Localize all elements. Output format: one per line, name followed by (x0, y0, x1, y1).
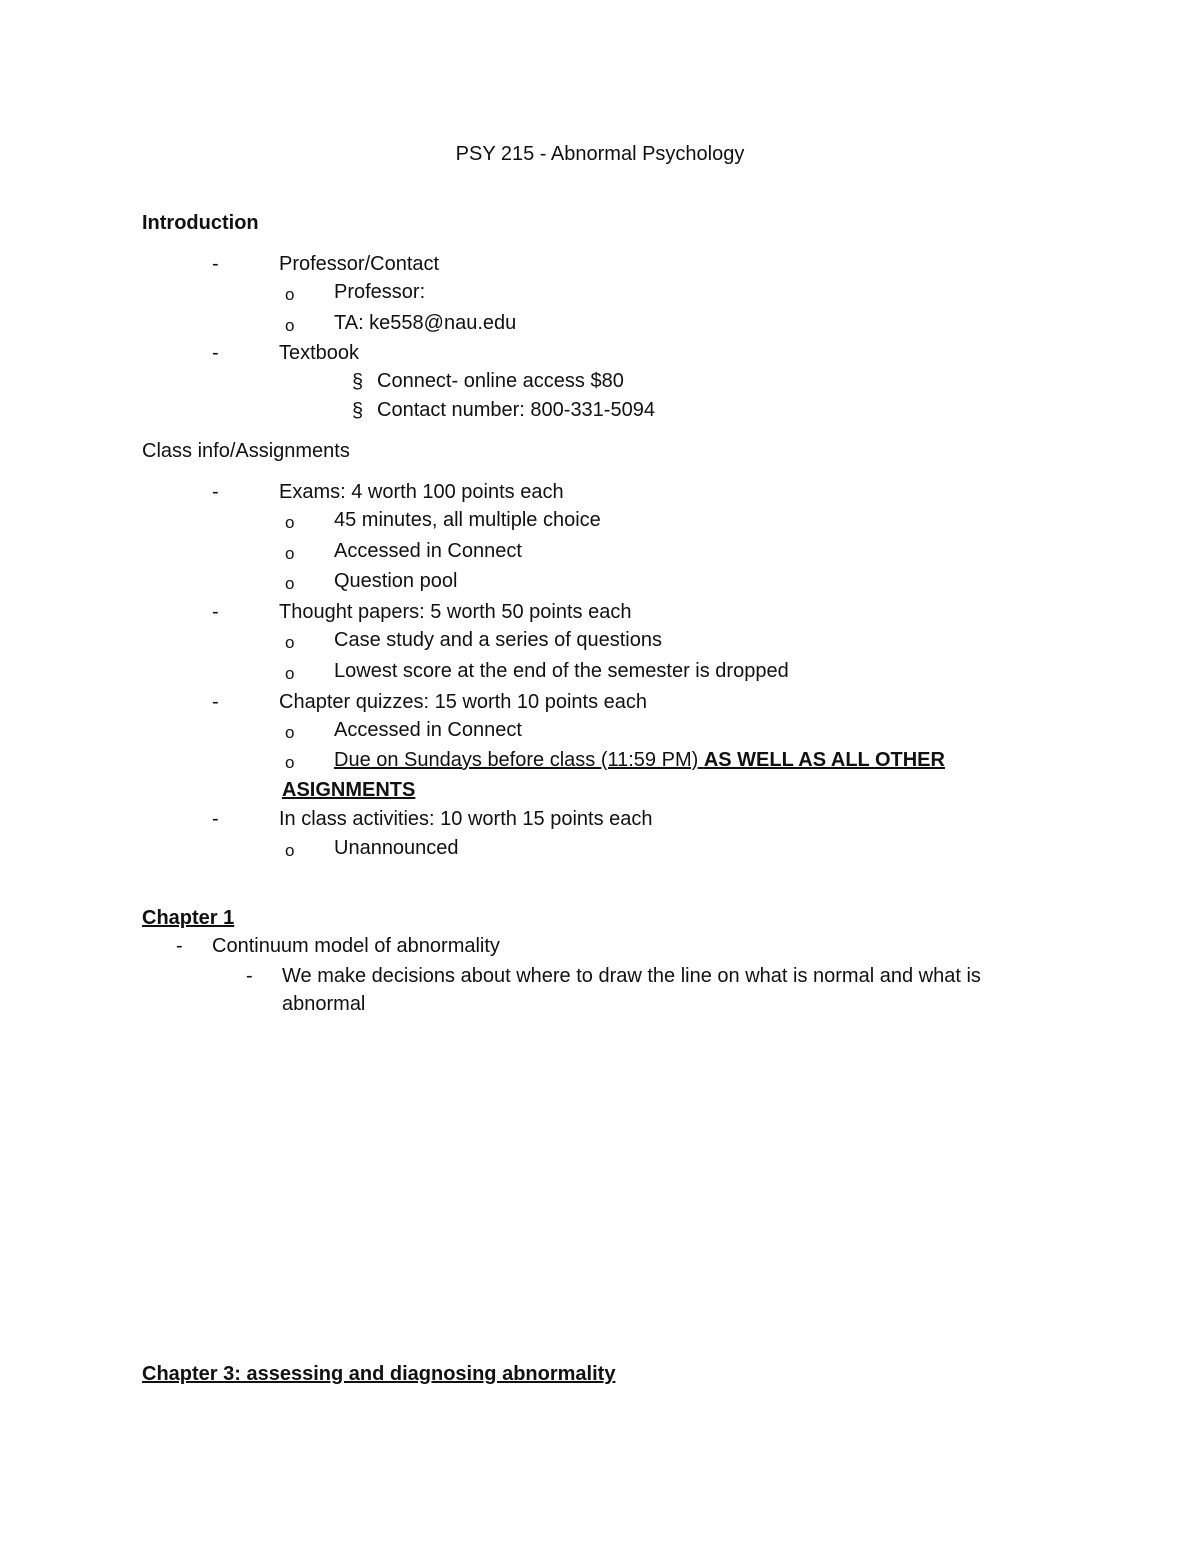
list-item: Case study and a series of questions (334, 629, 662, 651)
circle-bullet: o (285, 664, 295, 683)
dash-bullet: - (212, 481, 219, 503)
section-bullet: § (352, 400, 364, 422)
list-item: Continuum model of abnormality (212, 935, 500, 957)
circle-bullet: o (285, 723, 295, 742)
chapter3-heading: Chapter 3: assessing and diagnosing abnormality (142, 1363, 616, 1385)
circle-bullet: o (285, 285, 295, 304)
dash-bullet: - (246, 965, 253, 987)
list-item: Contact number: 800-331-5094 (377, 399, 655, 421)
list-item: Textbook (279, 342, 360, 364)
list-item: Accessed in Connect (334, 540, 522, 562)
circle-bullet: o (285, 633, 295, 652)
list-item: 45 minutes, all multiple choice (334, 509, 601, 531)
section-bullet: § (352, 371, 364, 393)
introduction-heading: Introduction (142, 212, 259, 234)
circle-bullet: o (285, 544, 295, 563)
circle-bullet: o (285, 574, 295, 593)
circle-bullet: o (285, 753, 295, 772)
list-item: Professor/Contact (279, 253, 440, 275)
class-info-heading: Class info/Assignments (142, 440, 350, 462)
list-item: Exams: 4 worth 100 points each (279, 481, 564, 503)
due-note-text: Due on Sundays before class (11:59 PM) (334, 749, 699, 771)
list-item: Unannounced (334, 837, 459, 859)
list-item: Lowest score at the end of the semester is dropped (334, 660, 789, 682)
list-item: Professor: (334, 281, 426, 303)
dash-bullet: - (212, 691, 219, 713)
list-item: Question pool (334, 570, 458, 592)
list-item-continued: abnormal (282, 993, 366, 1015)
list-item: TA: ke558@nau.edu (334, 312, 517, 334)
list-item: In class activities: 10 worth 15 points each (279, 808, 653, 830)
due-note-emphasis-continued: ASIGNMENTS (282, 779, 416, 801)
circle-bullet: o (285, 316, 295, 335)
dash-bullet: - (212, 253, 219, 275)
list-item: Chapter quizzes: 15 worth 10 points each (279, 691, 647, 713)
due-date-note (334, 750, 945, 770)
circle-bullet: o (285, 513, 295, 532)
circle-bullet: o (285, 841, 295, 860)
dash-bullet: - (212, 808, 219, 830)
document-title: PSY 215 - Abnormal Psychology (455, 143, 745, 165)
dash-bullet: - (212, 601, 219, 623)
list-item: Thought papers: 5 worth 50 points each (279, 601, 632, 623)
dash-bullet: - (176, 935, 183, 957)
list-item: We make decisions about where to draw the line on what is normal and what is (282, 965, 981, 987)
list-item: Accessed in Connect (334, 719, 522, 741)
due-note-emphasis: AS WELL AS ALL OTHER (703, 749, 945, 771)
chapter1-heading: Chapter 1 (142, 907, 235, 929)
list-item: Connect- online access $80 (377, 370, 624, 392)
dash-bullet: - (212, 342, 219, 364)
